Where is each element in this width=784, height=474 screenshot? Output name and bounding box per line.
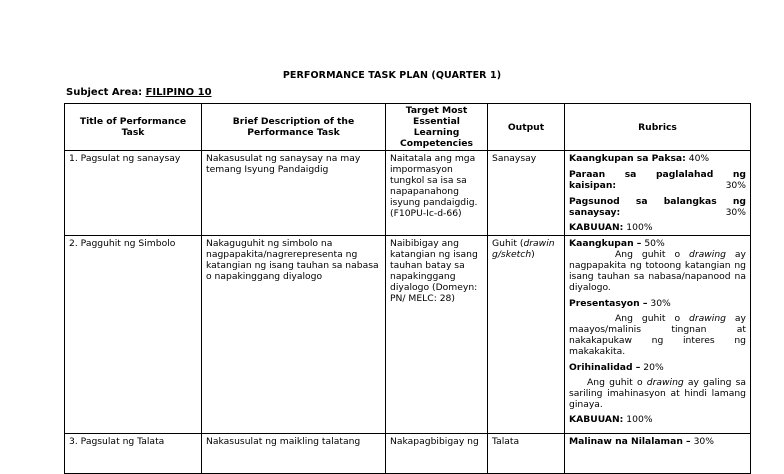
cell-description: Nakaguguhit ng simbolo na nagpapakita/nagrerepresenta ng katangian ng isang tauhan sa nabasa o napakinggang diyalogo [202,236,386,434]
cell-rubrics [565,236,751,434]
cell-competency: Nakapagbibigay ng [386,434,488,474]
cell-title: 3. Pagsulat ng Talata [65,434,202,474]
subject-area [66,87,212,98]
cell-description: Nakasusulat ng maikling talatang [202,434,386,474]
rubric-total: KABUUAN: 100% [569,414,653,425]
table-header-row [65,104,751,151]
rubric-desc: Ang guhit o drawing ay maayos/malinis tingnan at nakakapukaw ng interes ng makakakita. [569,313,746,357]
rubric-desc: Ang guhit o drawing ay nagpapakita ng totoong katangian ng isang tauhan sa nabasa/napanood na diyalogo. [569,249,746,293]
table-row [65,236,751,434]
subject-label: Subject Area: [66,87,143,98]
cell-description: Nakasusulat ng sanaysay na may temang Isyung Pandaigdig [202,151,386,236]
performance-task-table [64,103,751,474]
rubric-line: Pagsunod sa balangkas ng sanaysay: 30% [569,196,746,218]
cell-rubrics [565,434,751,474]
cell-competency: Naitatala ang mga impormasyon tungkol sa isa sa napapanahong isyung pandaigdig. (F10PU-Ic-d-66) [386,151,488,236]
cell-title: 2. Pagguhit ng Simbolo [65,236,202,434]
subject-value: FILIPINO 10 [145,87,212,98]
header-competencies: Target Most Essential Learning Competencies [386,104,488,151]
header-description: Brief Description of the Performance Task [202,104,386,151]
rubric-desc: Ang guhit o drawing ay galing sa sariling imahinasyon at hindi lamang ginaya. [569,377,746,410]
rubric-line: Kaangkupan sa Paksa: 40% [569,153,710,164]
document-title: PERFORMANCE TASK PLAN (QUARTER 1) [282,70,502,81]
rubric-total: KABUUAN: 100% [569,222,653,233]
rubric-line: Presentasyon – 30% [569,298,671,309]
cell-competency: Naibibigay ang katangian ng isang tauhan batay sa napakinggang diyalogo (Domeyn: PN/ MELC: 28) [386,236,488,434]
table-row [65,434,751,474]
table-row [65,151,751,236]
cell-output: Sanaysay [488,151,565,236]
cell-output: Guhit (drawing/sketch) [488,236,565,434]
rubric-line: Kaangkupan – 50% [569,238,665,249]
cell-rubrics [565,151,751,236]
header-title: Title of Performance Task [65,104,202,151]
rubric-line: Malinaw na Nilalaman – 30% [569,436,714,447]
header-output: Output [488,104,565,151]
rubric-line: Paraan sa paglalahad ng kaisipan: 30% [569,169,746,191]
cell-title: 1. Pagsulat ng sanaysay [65,151,202,236]
header-rubrics: Rubrics [565,104,751,151]
cell-output: Talata [488,434,565,474]
rubric-line: Orihinalidad – 20% [569,362,664,373]
